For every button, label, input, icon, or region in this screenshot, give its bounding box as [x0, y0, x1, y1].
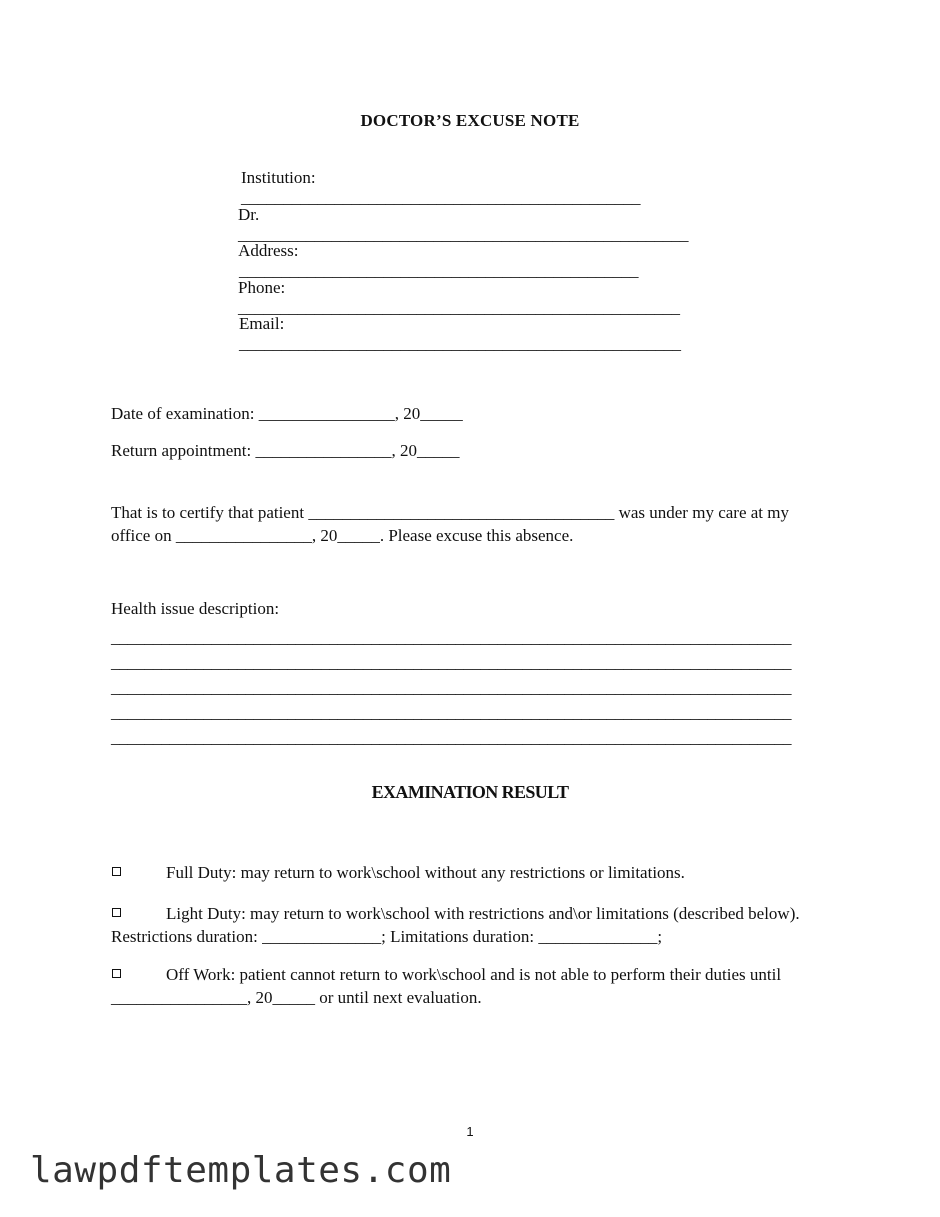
off-work-text: Off Work: patient cannot return to work\school and is not able to perform their duties until ________________, 20_____ or until next evaluation.: [111, 965, 782, 1007]
document-title: DOCTOR’S EXCUSE NOTE: [360, 111, 580, 130]
date-of-examination: Date of examination: ________________, 20_____: [111, 404, 463, 423]
health-issue-line: _________________________________________________________________________________: [111, 653, 792, 672]
email-label: Email:: [239, 314, 285, 333]
health-issue-line: _________________________________________________________________________________: [111, 628, 792, 647]
full-duty-option: [111, 861, 831, 884]
page-number: 1: [466, 1124, 474, 1139]
return-appointment: Return appointment: ________________, 20_____: [111, 441, 460, 460]
phone-label: Phone:: [238, 278, 286, 297]
examination-result-title: EXAMINATION RESULT: [371, 782, 569, 802]
email-blank: ____________________________________________________: [239, 334, 681, 353]
doctor-blank: _____________________________________________________: [238, 225, 689, 244]
light-duty-option: [111, 902, 831, 948]
health-issue-line: _________________________________________________________________________________: [111, 703, 792, 722]
off-work-option: [111, 963, 831, 1009]
health-issue-label: Health issue description:: [111, 599, 280, 618]
light-duty-text: Light Duty: may return to work\school with restrictions and\or limitations (described below). Restrictions duration: ______________; Limitations duration: ______________;: [111, 904, 800, 946]
health-issue-line: _________________________________________________________________________________: [111, 678, 792, 697]
institution-label: Institution:: [241, 168, 316, 187]
institution-blank: _______________________________________________: [241, 188, 641, 207]
full-duty-text: Full Duty: may return to work\school without any restrictions or limitations.: [166, 863, 685, 882]
phone-blank: ____________________________________________________: [238, 298, 680, 317]
address-label: Address:: [238, 241, 299, 260]
certify-paragraph: That is to certify that patient ____________________________________ was under my care at my office on ________________, 20_____. Please excuse this absence.: [111, 503, 789, 545]
doctor-label: Dr.: [238, 205, 260, 224]
watermark: lawpdftemplates.com: [30, 1150, 452, 1191]
email-field: [222, 294, 681, 374]
address-blank: _______________________________________________: [239, 261, 639, 280]
health-issue-line: _________________________________________________________________________________: [111, 728, 792, 747]
